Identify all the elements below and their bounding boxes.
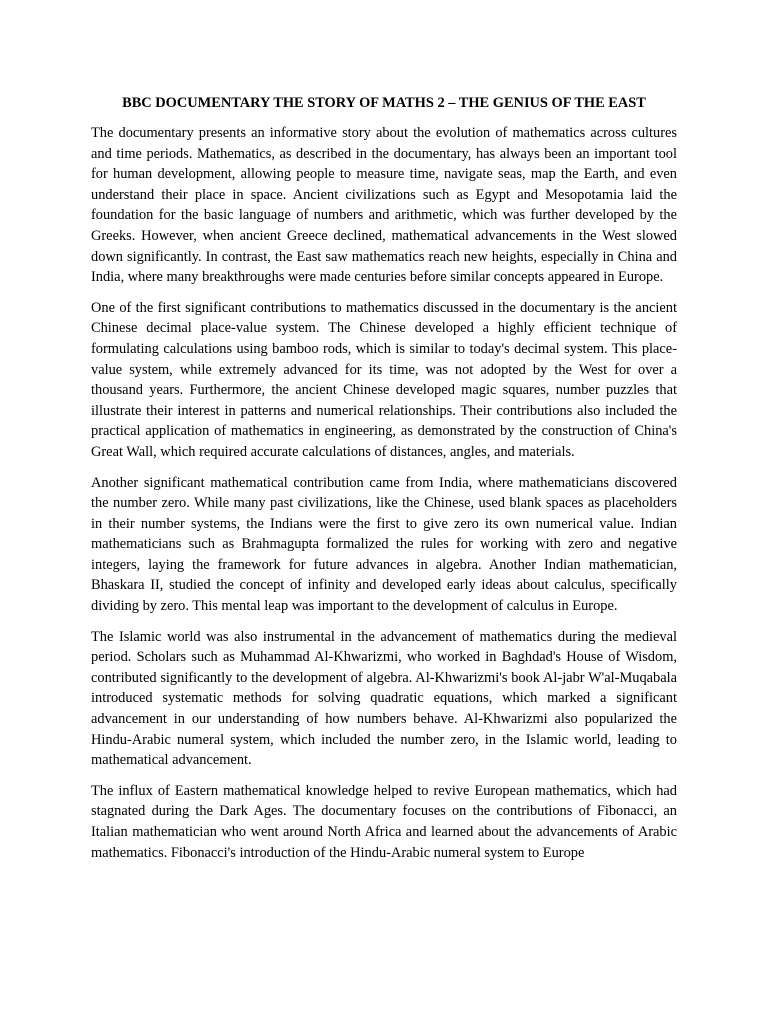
paragraph-islamic-contributions: The Islamic world was also instrumental in the advancement of mathematics during the medieval period. Scholars such as Muhammad Al-Khwarizmi, who worked in Baghdad's House of Wisdom, contributed significantly to the development of algebra. Al-Khwarizmi's book Al-jabr W'al-Muqabala introduced systematic methods for solving quadratic equations, which marked a significant advancement in our understanding of how numbers behave. Al-Khwarizmi also popularized the Hindu-Arabic numeral system, which included the number zero, in the Islamic world, leading to mathematical advancement.: [91, 628, 677, 769]
paragraph-introduction: The documentary presents an informative story about the evolution of mathematics across cultures and time periods. Mathematics, as described in the documentary, has always been an important tool for human development, allowing people to measure time, navigate seas, map the Earth, and even understand their place in space. Ancient civilizations such as Egypt and Mesopotamia laid the foundation for the basic language of numbers and arithmetic, which was further developed by the Greeks. However, when ancient Greece declined, mathematical advancements in the West slowed down significantly. In contrast, the East saw mathematics reach new heights, especially in China and India, where many breakthroughs were made centuries before similar concepts appeared in Europe.: [91, 125, 677, 286]
paragraph-chinese-contributions: One of the first significant contributions to mathematics discussed in the documentary is the ancient Chinese decimal place-value system. The Chinese developed a highly efficient technique of formulating calculations using bamboo rods, which is similar to today's decimal system. This place-value system, while extremely advanced for its time, was not adopted by the West for over a thousand years. Furthermore, the ancient Chinese developed magic squares, number puzzles that illustrate their interest in patterns and numerical relationships. Their contributions also included the practical application of mathematics in engineering, as demonstrated by the construction of China's Great Wall, which required accurate calculations of distances, angles, and materials.: [91, 299, 677, 460]
document-page: [91, 93, 677, 863]
paragraph-indian-contributions: Another significant mathematical contribution came from India, where mathematicians discovered the number zero. While many past civilizations, like the Chinese, used blank spaces as placeholders in their number systems, the Indians were the first to give zero its own numerical value. Indian mathematicians such as Brahmagupta formalized the rules for working with zero and negative integers, laying the framework for future advances in algebra. Another Indian mathematician, Bhaskara II, studied the concept of infinity and developed early ideas about calculus, specifically dividing by zero. This mental leap was important to the development of calculus in Europe.: [91, 474, 677, 615]
document-title: BBC DOCUMENTARY THE STORY OF MATHS 2 – THE GENIUS OF THE EAST: [122, 95, 646, 111]
paragraph-european-revival: The influx of Eastern mathematical knowledge helped to revive European mathematics, which had stagnated during the Dark Ages. The documentary focuses on the contributions of Fibonacci, an Italian mathematician who went around North Africa and learned about the advancements of Arabic mathematics. Fibonacci's introduction of the Hindu-Arabic numeral system to Europe: [91, 782, 677, 861]
